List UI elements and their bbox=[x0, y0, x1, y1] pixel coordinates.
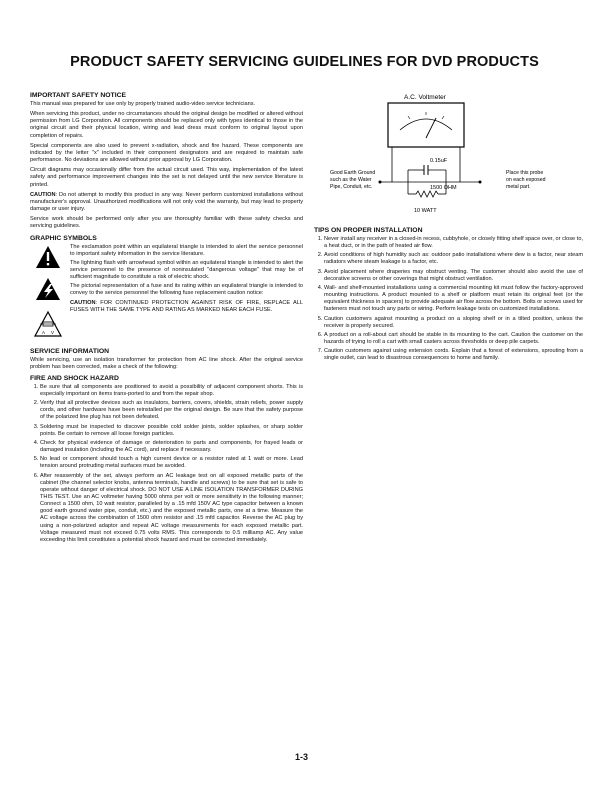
symbol-icons-svg bbox=[30, 244, 70, 344]
important-p3: Special components are also used to prevent x-radiation, shock and fire hazard. These components are indicated by the letter "x" included in their component designators and are required to maintain safe performance. No deviations are allowed without prior approval by LG Corporation. bbox=[30, 142, 303, 164]
list-item: 5. No lead or component should touch a high current device or a resistor rated at 1 watt or more. Lead tension around protruding metal surfaces must be avoided. bbox=[40, 456, 303, 470]
page-title: PRODUCT SAFETY SERVICING GUIDELINES FOR DVD PRODUCTS bbox=[70, 54, 539, 70]
list-item: 3. Soldering must be inspected to discover possible cold solder joints, solder splashes, or sharp solder points. Be certain to remove all loose foreign particles. bbox=[40, 424, 303, 438]
fuse-a-label: A bbox=[42, 329, 46, 335]
ground-line1: Good Earth Ground bbox=[330, 170, 376, 176]
left-column bbox=[30, 92, 303, 546]
probe-line2: on each exposed bbox=[506, 177, 546, 183]
important-caution bbox=[30, 192, 303, 213]
list-item: 2. Avoid conditions of high humidity such as: outdoor patio installations where dew is a factor, near steam radiators where steam leakage is a factor, etc. bbox=[324, 252, 583, 266]
probe-line1: Place this probe bbox=[506, 170, 544, 176]
important-p5: Service work should be performed only after you are thoroughly familiar with these safety checks and servicing guidelines. bbox=[30, 216, 303, 230]
list-item: 2. Verify that all protective devices such as insulators, barriers, covers, shields, strain reliefs, power supply cords, and other hardware have been reinstalled per the original design. Be sure that the safety purpose of the polarized line plug has not been defeated. bbox=[40, 400, 303, 421]
probe-line3: metal part. bbox=[506, 184, 531, 190]
list-item: 3. Avoid placement where draperies may obstruct venting. The customer should also avoid the use of decorative screens or other coverings that might obstruct ventilation. bbox=[324, 269, 583, 283]
voltmeter-diagram bbox=[330, 90, 590, 220]
watt-label: 10 WATT bbox=[414, 208, 437, 214]
voltmeter-diagram-svg bbox=[330, 90, 590, 220]
caution-label: CAUTION bbox=[30, 191, 56, 198]
fire-heading: FIRE AND SHOCK HAZARD bbox=[30, 374, 119, 382]
right-column bbox=[314, 227, 583, 365]
service-heading: SERVICE INFORMATION bbox=[30, 347, 110, 355]
graphic-p3: The pictorial representation of a fuse and its rating within an equilateral triangle is intended to convey to the service personnel the following fuse replacement caution notice: bbox=[70, 283, 303, 297]
fire-list bbox=[30, 384, 303, 544]
graphic-p1: The exclamation point within an equilateral triangle is intended to alert the service personnel to important safety information in the service literature. bbox=[70, 243, 303, 257]
graphic-caution-text: : FOR CONTINUED PROTECTION AGAINST RISK OF FIRE, REPLACE ALL FUSES WITH THE SAME TYPE AND RATING AS MARKED NEAR EACH FUSE. bbox=[70, 299, 303, 313]
symbol-icons bbox=[30, 244, 70, 344]
important-p4: Circuit diagrams may occasionally differ from the actual circuit used. This way, implementation of the latest safety and performance improvement changes into the set is not delayed until the new service literature is printed. bbox=[30, 167, 303, 188]
page-number: 1-3 bbox=[295, 752, 309, 762]
graphic-heading: GRAPHIC SYMBOLS bbox=[30, 234, 97, 242]
graphic-caution-label: CAUTION bbox=[70, 299, 96, 306]
fuse-triangle-icon bbox=[35, 312, 61, 336]
list-item: 4. Wall- and shelf-mounted installations using a commercial mounting kit must follow the factory-approved mounting instructions. A product mounted to a shelf or platform must retain its original feet (or the equivalent thickness in spacers) to provide adequate air flow across the bottom. Bolts or screws used for fasteners must not touch any parts or wiring. Perform leakage tests on customized installations. bbox=[324, 285, 583, 314]
tips-list bbox=[314, 236, 583, 363]
ground-icon bbox=[379, 181, 382, 184]
graphic-caution bbox=[70, 300, 303, 314]
exclamation-triangle-icon bbox=[36, 246, 60, 268]
list-item: 1. Be sure that all components are positioned to avoid a possibility of adjacent component shorts. This is especially important on items trans-ported to and from the repair shop. bbox=[40, 384, 303, 398]
important-heading: IMPORTANT SAFETY NOTICE bbox=[30, 92, 127, 99]
list-item: 4. Check for physical evidence of damage or deterioration to parts and components, for frayed leads or damaged insulation (including the AC cord), and replace if necessary. bbox=[40, 440, 303, 454]
list-item: 5. Caution customers against mounting a product on a sloping shelf or in a tilted position, unless the receiver is properly secured. bbox=[324, 316, 583, 330]
symbol-descriptions bbox=[70, 244, 303, 316]
important-p2: When servicing this product, under no circumstances should the original design be modified or altered without permission from LG Corporation. All components should be replaced only with types identical to those in the original circuit and their physical location, wiring and lead dress must conform to original layout upon completion of repairs. bbox=[30, 111, 303, 139]
cap-label: 0.15uF bbox=[430, 158, 448, 164]
voltmeter-icon bbox=[388, 103, 464, 147]
lightning-triangle-icon bbox=[36, 278, 60, 300]
caution-text: : Do not attempt to modify this product in any way. Never perform customized installations without manufacturer's approval. Unauthorized modifications will not only void the warranty, but may lead to property damage or user injury. bbox=[30, 191, 303, 213]
tips-heading: TIPS ON PROPER INSTALLATION bbox=[314, 227, 423, 234]
list-item: 6. A product on a roll-about cart should be stable in its mounting to the cart. Caution the customer on the hazards of trying to roll a cart with small casters across thresholds or deep pile carpets. bbox=[324, 332, 583, 346]
probe-icon bbox=[479, 181, 482, 184]
fuse-v-label: V bbox=[51, 329, 55, 335]
graphic-symbols bbox=[30, 244, 303, 344]
graphic-p2: The lightning flash with arrowhead symbol within an equilateral triangle is intended to alert the service personnel to the presence of noninsulated "dangerous voltage" that may be of sufficient magnitude to constitute a risk of electric shock. bbox=[70, 259, 303, 281]
res-label: 1500 OHM bbox=[430, 185, 457, 191]
important-p1: This manual was prepared for use only by properly trained audio-video service technicians. bbox=[30, 101, 256, 107]
list-item: 7. Caution customers against using extension cords. Explain that a forest of extensions, sprouting from a single outlet, can lead to disastrous consequences to home and family. bbox=[324, 348, 583, 362]
meter-label: A.C. Voltmeter bbox=[404, 94, 446, 101]
list-item: 1. Never install any receiver in a closed-in recess, cubbyhole, or closely fitting shelf space over, or close to, a heat duct, or in the path of heated air flow. bbox=[324, 236, 583, 250]
service-p1: While servicing, use an isolation transformer for protection from AC line shock. After the original service problem has been corrected, make a check of the following: bbox=[30, 356, 303, 370]
list-item: 6. After reassembly of the set, always perform an AC leakage test on all exposed metallic parts of the cabinet (the channel selector knobs, antenna terminals, handle and screws) to be sure that set is safe to operate without danger of electrical shock. DO NOT USE A LINE ISOLATION TRANSFORMER DURING THIS TEST. Use an AC voltmeter having 5000 ohms per volt or more sensitivity in the following manner; Connect a 1500 ohm, 10 watt resistor, paralleled by a .15 mfd 150V AC type capacitor between a known good earth ground water pipe, conduit, etc.) and the exposed metallic parts, one at a time. Measure the AC voltage across the combination of 1500 ohm resistor and .15 mfd capacitor. Reverse the AC plug by using a non-polarized adaptor and repeat AC voltage measurements for each exposed metallic part. Voltage measured must not exceed 0.75 volts RMS. This corresponds to 0.5 milliamp AC. Any value exceeding this limit constitutes a potential shock hazard and must be corrected immediately. bbox=[40, 473, 303, 545]
ground-line2: such as the Water bbox=[330, 177, 372, 183]
capacitor-icon bbox=[408, 165, 446, 182]
ground-line3: Pipe, Conduit, etc. bbox=[330, 184, 373, 190]
